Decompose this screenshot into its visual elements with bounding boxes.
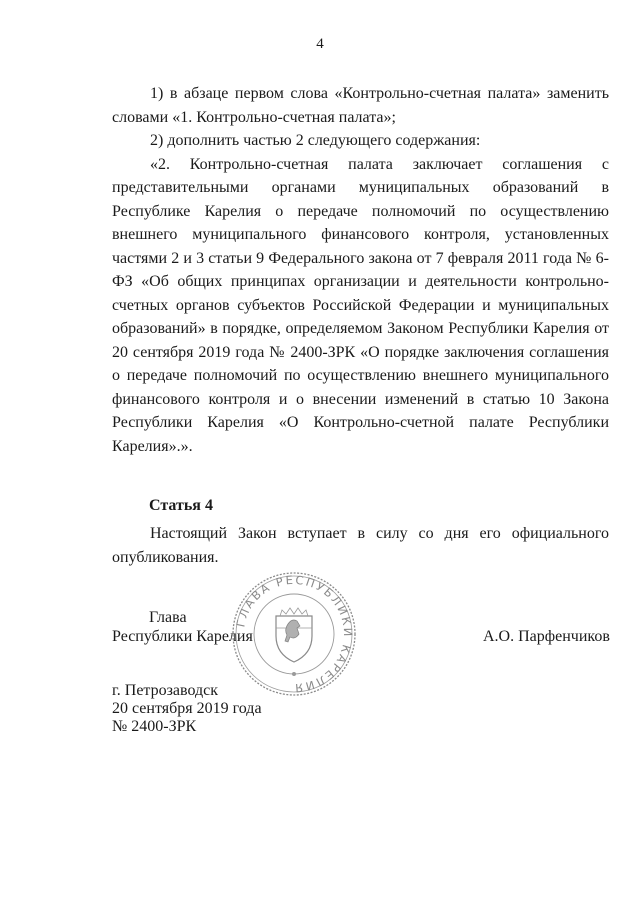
page-number: 4 bbox=[316, 36, 324, 52]
signatory-title-line1: Глава bbox=[149, 609, 187, 626]
law-number: № 2400-ЗРК bbox=[112, 718, 197, 735]
amendment-paragraph-2: 2) дополнить частью 2 следующего содержания: bbox=[150, 132, 481, 149]
seal-text: ГЛАВА РЕСПУБЛИКИ КАРЕЛИЯ bbox=[233, 572, 356, 696]
signatory-title-line2: Республики Карелия bbox=[112, 628, 253, 645]
amendment-text bbox=[112, 82, 609, 458]
amendment-paragraph-1: 1) в абзаце первом слова «Контрольно-счетная палата» заменить словами «1. Контрольно-счетная палата»; bbox=[112, 85, 609, 126]
amendment-paragraph-3: «2. Контрольно-счетная палата заключает соглашения с представительными органами муниципальных образований в Республике Карелия о передаче полномочий по осуществлению внешнего муниципального финансового контроля, установленных частями 2 и 3 статьи 9 Федерального закона от 7 февраля 2011 года № 6-ФЗ «Об общих принципах организации и деятельности контрольно-счетных органов субъектов Российской Федерации и муниципальных образований» в порядке, определяемом Законом Республики Карелия от 20 сентября 2019 года № 2400-ЗРК «О порядке заключения соглашения о передаче полномочий по осуществлению внешнего муниципального финансового контроля и о внесении изменений в статью 10 Закона Республики Карелия «О Контрольно-счетной палате Республики Карелия».». bbox=[112, 155, 609, 455]
official-seal-stamp bbox=[230, 570, 358, 698]
article-title: Статья 4 bbox=[149, 497, 213, 514]
place-date-block bbox=[112, 682, 262, 736]
law-date: 20 сентября 2019 года bbox=[112, 700, 262, 717]
coat-of-arms-icon bbox=[276, 608, 312, 662]
article-text: Настоящий Закон вступает в силу со дня его официального опубликования. bbox=[112, 525, 609, 566]
signatory-name: А.О. Парфенчиков bbox=[483, 628, 610, 645]
place-city: г. Петрозаводск bbox=[112, 682, 219, 699]
